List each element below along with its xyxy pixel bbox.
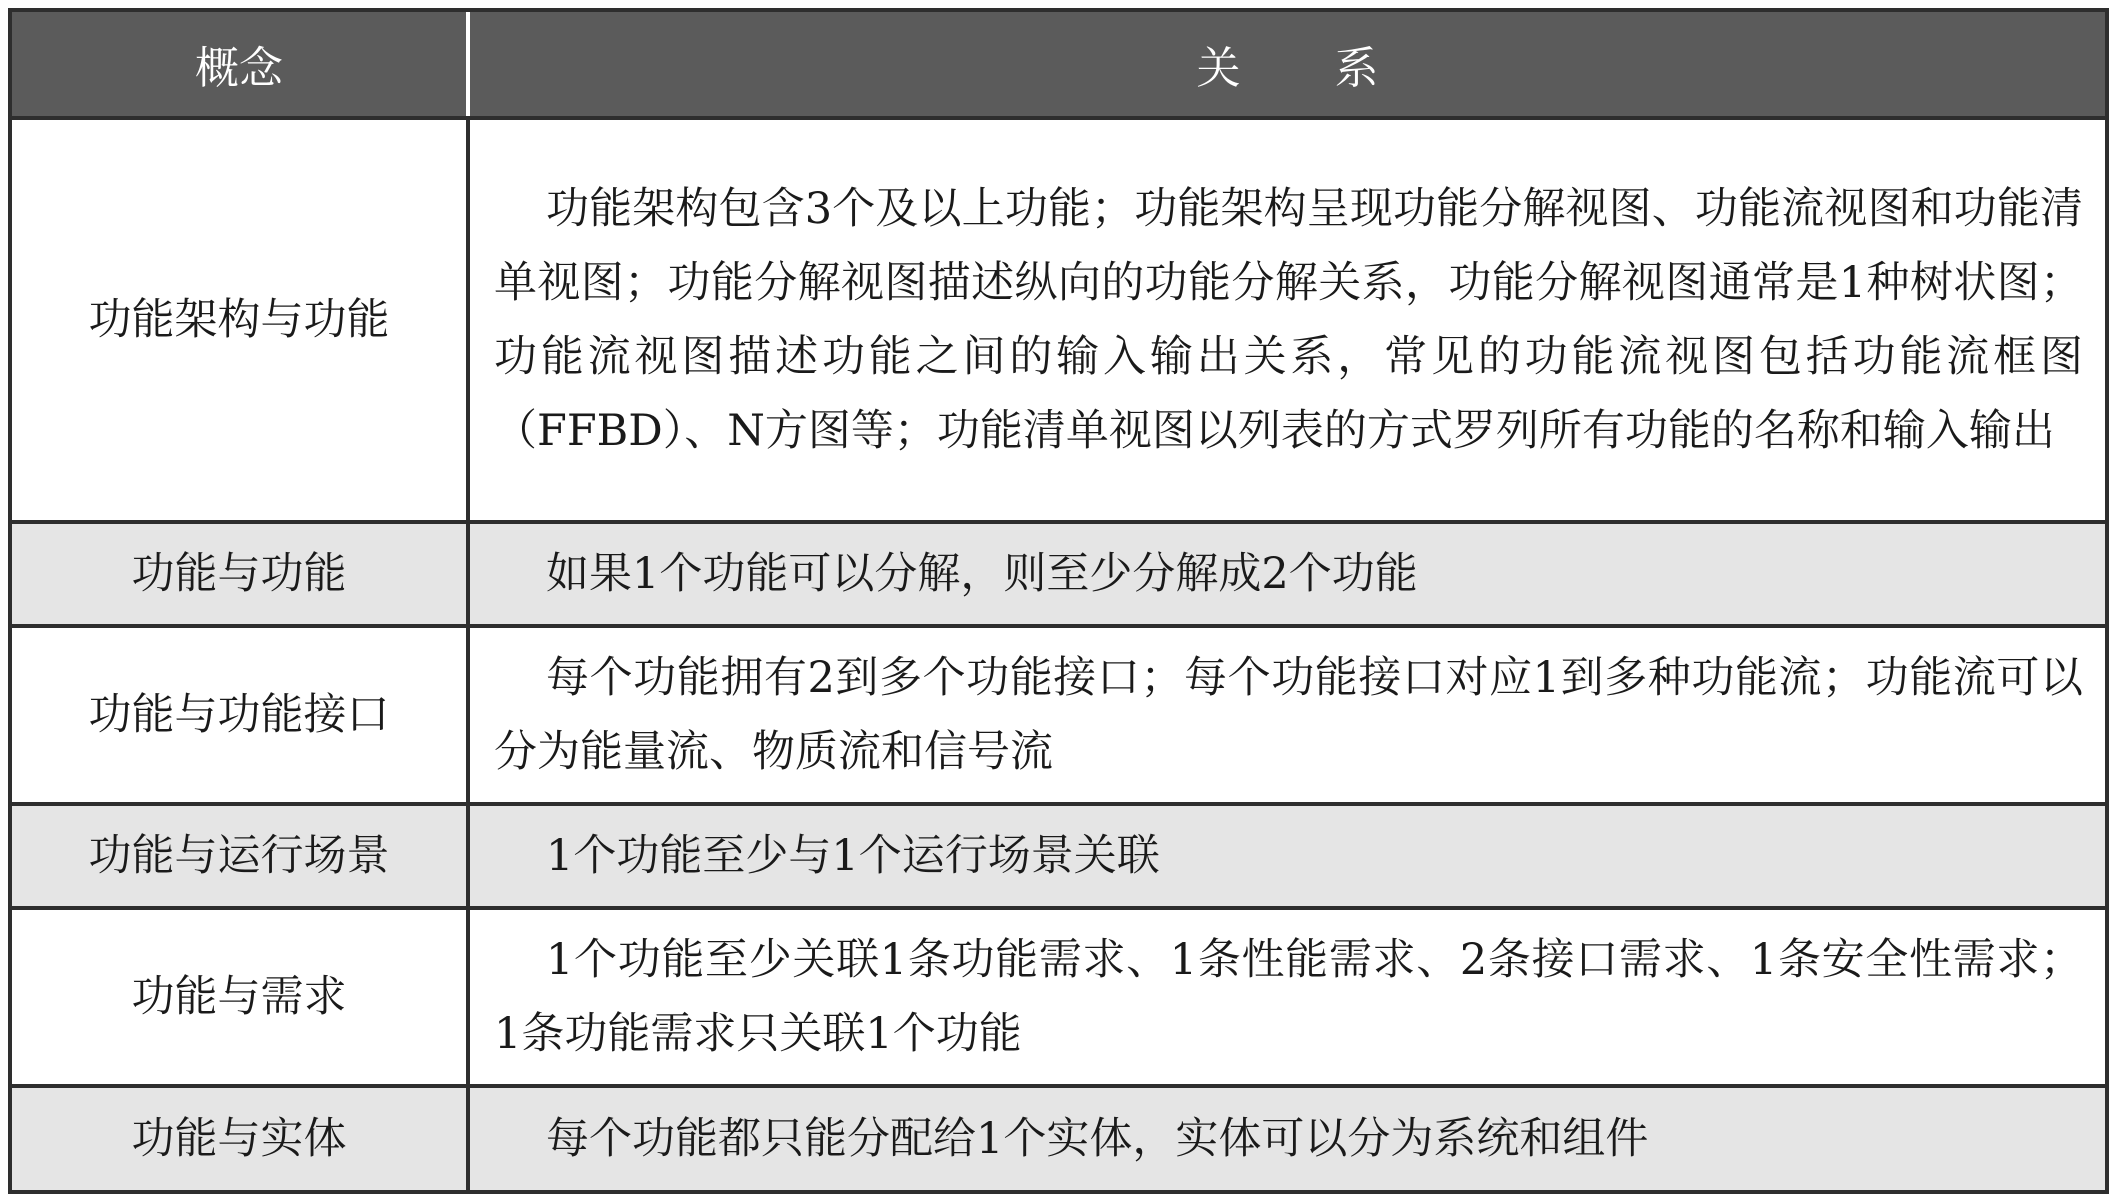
concept-cell: 功能与功能 [12,522,468,626]
table-body [12,118,2105,1190]
header-concept: 概念 [12,12,468,118]
table [12,12,2105,1190]
header-row [12,12,2105,118]
table-row [12,1086,2105,1190]
table-header [12,12,2105,118]
concept-cell: 功能与实体 [12,1086,468,1190]
table-row [12,118,2105,522]
relation-cell: 1个功能至少与1个运行场景关联 [468,804,2105,908]
table-row [12,522,2105,626]
relation-cell: 每个功能都只能分配给1个实体，实体可以分为系统和组件 [468,1086,2105,1190]
relation-cell: 如果1个功能可以分解，则至少分解成2个功能 [468,522,2105,626]
concept-relation-table [8,8,2109,1194]
relation-cell: 每个功能拥有2到多个功能接口；每个功能接口对应1到多种功能流；功能流可以分为能量流、物质流和信号流 [468,626,2105,804]
header-relation: 关 系 [468,12,2105,118]
concept-cell: 功能架构与功能 [12,118,468,522]
concept-cell: 功能与运行场景 [12,804,468,908]
relation-cell: 1个功能至少关联1条功能需求、1条性能需求、2条接口需求、1条安全性需求；1条功能需求只关联1个功能 [468,908,2105,1086]
table-row [12,804,2105,908]
table-row [12,626,2105,804]
relation-cell: 功能架构包含3个及以上功能；功能架构呈现功能分解视图、功能流视图和功能清单视图；功能分解视图描述纵向的功能分解关系，功能分解视图通常是1种树状图；功能流视图描述功能之间的输入输出关系，常见的功能流视图包括功能流框图（FFBD）、N方图等；功能清单视图以列表的方式罗列所有功能的名称和输入输出 [468,118,2105,522]
table-row [12,908,2105,1086]
concept-cell: 功能与需求 [12,908,468,1086]
concept-cell: 功能与功能接口 [12,626,468,804]
